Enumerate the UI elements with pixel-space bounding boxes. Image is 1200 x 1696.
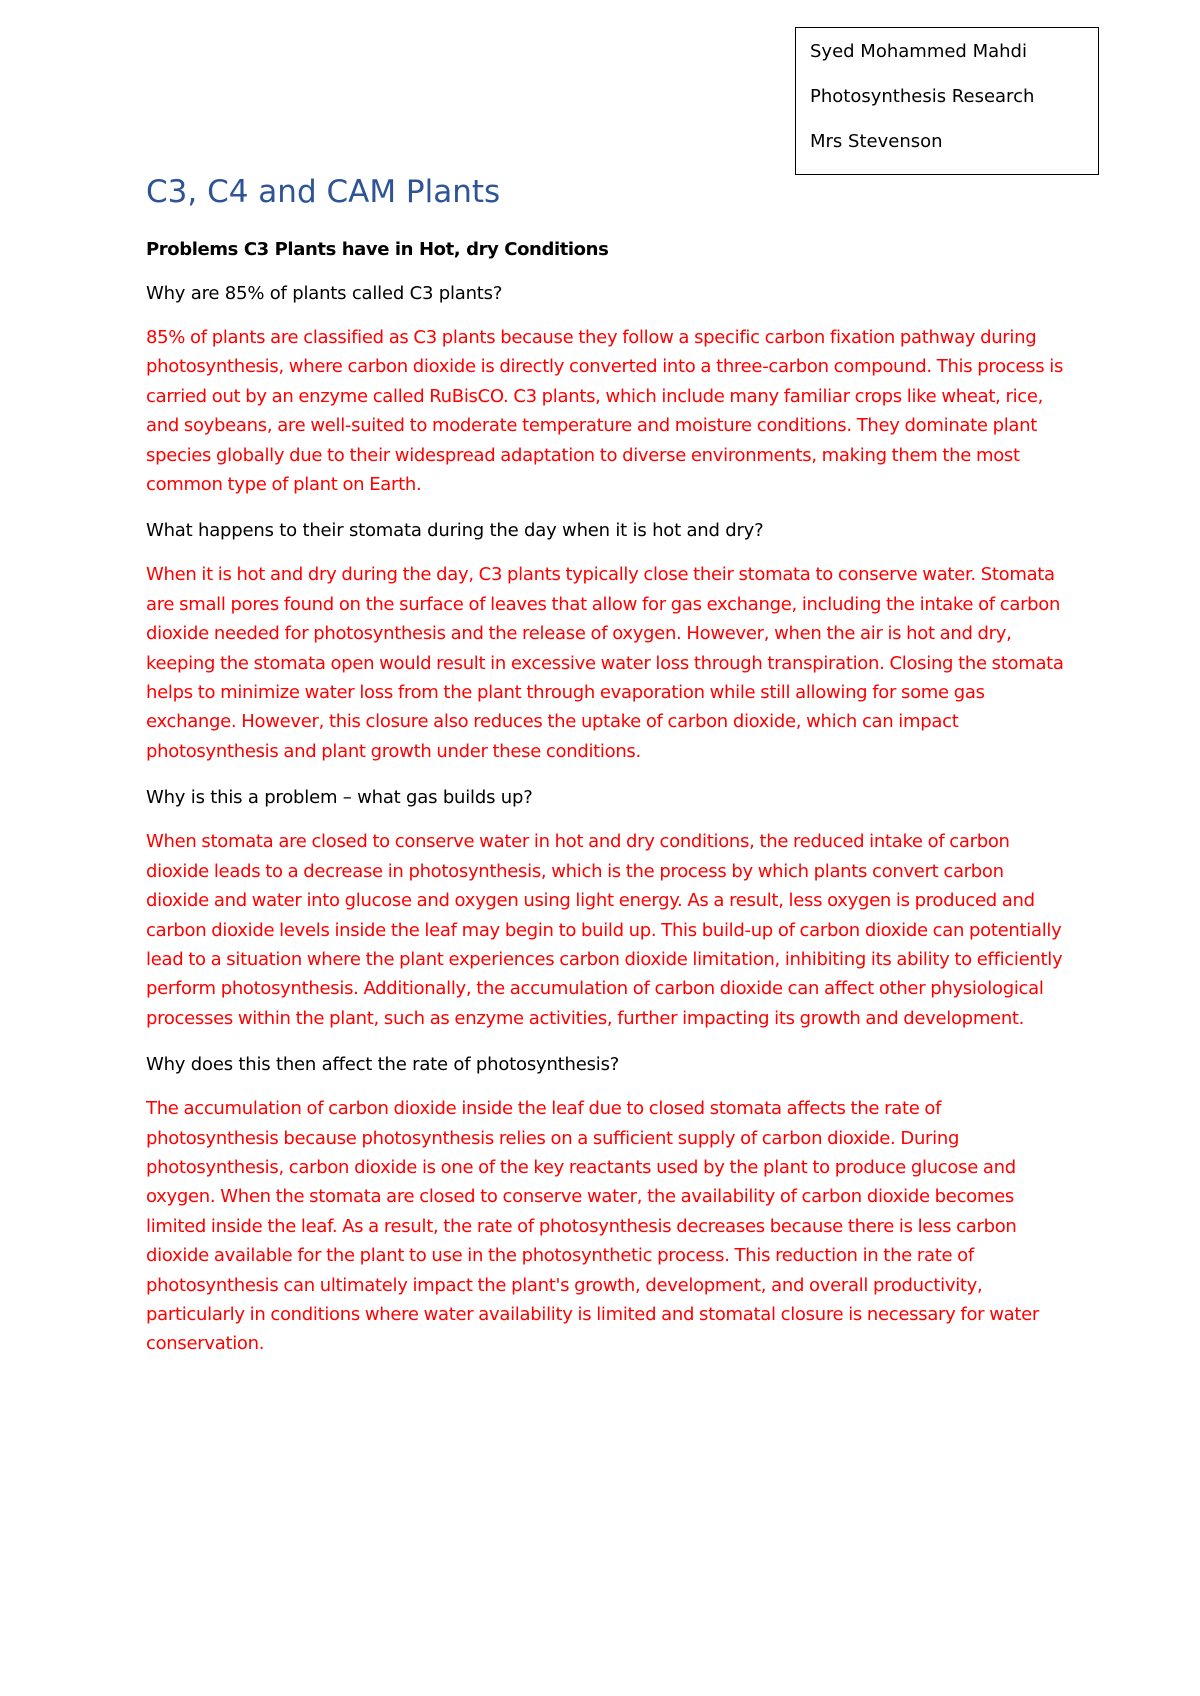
qa-block	[146, 1053, 1066, 1359]
qa-block	[146, 786, 1066, 1033]
student-name: Syed Mohammed Mahdi	[810, 41, 1027, 62]
question-text: Why does this then affect the rate of photosynthesis?	[146, 1054, 620, 1076]
document-body	[146, 165, 1066, 1359]
answer-text: The accumulation of carbon dioxide inside the leaf due to closed stomata affects the rate of photosynthesis because photosynthesis relies on a sufficient supply of carbon dioxide. During photosynthesis, carbon dioxide is one of the key reactants used by the plant to produce glucose and oxygen. When the stomata are closed to conserve water, the availability of carbon dioxide becomes limited inside the leaf. As a result, the rate of photosynthesis decreases because there is less carbon dioxide available for the plant to use in the photosynthetic process. This reduction in the rate of photosynthesis can ultimately impact the plant's growth, development, and overall productivity, particularly in conditions where water availability is limited and stomatal closure is necessary for water conservation.	[146, 1098, 1039, 1355]
student-info-box	[795, 27, 1099, 175]
page-title: C3, C4 and CAM Plants	[146, 174, 501, 210]
question-text: Why are 85% of plants called C3 plants?	[146, 283, 503, 304]
qa-block	[146, 519, 1066, 766]
question-text: Why is this a problem – what gas builds up?	[146, 787, 533, 809]
qa-block	[146, 282, 1066, 499]
answer-text: When stomata are closed to conserve water in hot and dry conditions, the reduced intake of carbon dioxide leads to a decrease in photosynthesis, which is the process by which plants convert carbon dioxide and water into glucose and oxygen using light energy. As a result, less oxygen is produced and carbon dioxide levels inside the leaf may begin to build up. This build-up of carbon dioxide can potentially lead to a situation where the plant experiences carbon dioxide limitation, inhibiting its ability to efficiently perform photosynthesis. Additionally, the accumulation of carbon dioxide can affect other physiological processes within the plant, such as enzyme activities, further impacting its growth and development.	[146, 831, 1063, 1029]
answer-text: 85% of plants are classified as C3 plants because they follow a specific carbon fixation pathway during photosynthesis, where carbon dioxide is directly converted into a three-carbon compound. This process is carried out by an enzyme called RuBisCO. C3 plants, which include many familiar crops like wheat, rice, and soybeans, are well-suited to moderate temperature and moisture conditions. They dominate plant species globally due to their widespread adaptation to diverse environments, making them the most common type of plant on Earth.	[146, 327, 1064, 496]
question-text: What happens to their stomata during the day when it is hot and dry?	[146, 520, 764, 542]
answer-text: When it is hot and dry during the day, C3 plants typically close their stomata to conserve water. Stomata are small pores found on the surface of leaves that allow for gas exchange, including the intake of carbon dioxide needed for photosynthesis and the release of oxygen. However, when the air is hot and dry, keeping the stomata open would result in excessive water loss through transpiration. Closing the stomata helps to minimize water loss from the plant through evaporation while still allowing for some gas exchange. However, this closure also reduces the uptake of carbon dioxide, which can impact photosynthesis and plant growth under these conditions.	[146, 564, 1064, 762]
teacher-name: Mrs Stevenson	[810, 131, 943, 152]
section-heading: Problems C3 Plants have in Hot, dry Conditions	[146, 239, 609, 260]
subject-label: Photosynthesis Research	[810, 86, 1035, 107]
